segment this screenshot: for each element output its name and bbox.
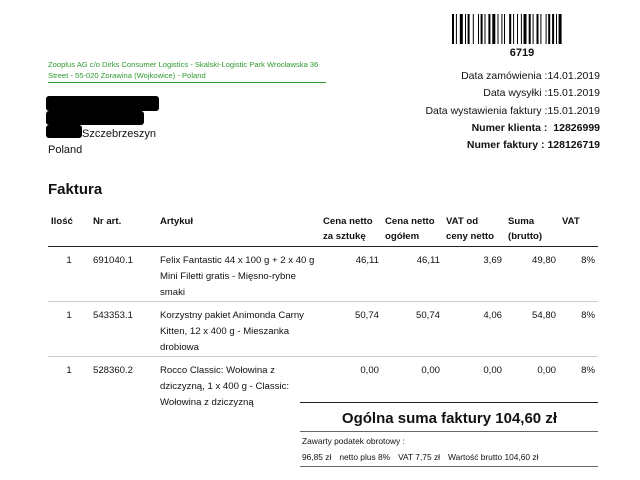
invoice-date-row <box>425 103 600 119</box>
cell-gross-sum: 0,00 <box>537 365 556 376</box>
tax-gross-amount: Wartość brutto 104,60 zł <box>448 452 539 462</box>
customer-number-row <box>472 120 600 136</box>
cell-total-net-price: 0,00 <box>421 365 440 376</box>
cell-gross-sum: 54,80 <box>531 310 556 321</box>
invoice-table <box>48 212 598 411</box>
header-article-number: Nr art. <box>93 216 122 227</box>
barcode <box>452 14 592 44</box>
invoice-total: Ogólna suma faktury 104,60 zł <box>341 410 557 427</box>
redacted-name <box>46 96 159 111</box>
tax-heading: Zawarty podatek obrotowy : <box>302 436 405 446</box>
ship-date-label: Data wysyłki : <box>483 87 548 99</box>
cell-article-number: 543353.1 <box>93 310 134 321</box>
invoice-number-label: Numer faktury : <box>466 139 545 151</box>
cell-vat-amount: 4,06 <box>483 310 502 321</box>
invoice-number-row <box>467 137 600 153</box>
customer-number: 12826999 <box>553 122 600 134</box>
order-date: 14.01.2019 <box>547 70 600 82</box>
ship-date: 15.01.2019 <box>547 87 600 99</box>
invoice-number: 128126719 <box>547 139 600 151</box>
cell-article: Rocco Classic: Wołowina z dziczyzną, 1 x 400 g - Classic: Wołowina z dziczyzną <box>160 365 290 408</box>
cell-total-net-price: 46,11 <box>416 255 440 266</box>
cell-vat-rate: 8% <box>581 310 595 321</box>
header-vat-amount: VAT od ceny netto <box>446 216 494 242</box>
tax-net-amount: 96,85 zł <box>302 452 332 462</box>
header-total-net-price: Cena netto ogółem <box>385 216 435 242</box>
cell-quantity: 1 <box>66 310 72 321</box>
order-date-label: Data zamówienia : <box>461 70 548 82</box>
recipient-city: Szczebrzeszyn <box>82 128 156 140</box>
cell-unit-net-price: 50,74 <box>354 310 379 321</box>
cell-vat-amount: 0,00 <box>483 365 502 376</box>
header-vat-rate: VAT <box>562 216 580 227</box>
total-divider <box>300 402 598 403</box>
cell-gross-sum: 49,80 <box>531 255 556 266</box>
tax-divider <box>300 431 598 432</box>
recipient-country: Poland <box>48 144 83 156</box>
sender-address: Zooplus AG c/o Dirks Consumer Logistics - Skalski-Logistic Park Wrocławska 36 Street - 55-020 Żorawina (Wojkowice) - Poland <box>48 60 319 80</box>
table-row <box>48 247 598 302</box>
customer-number-label: Numer klienta : <box>471 122 548 134</box>
tax-bottom-divider <box>300 466 598 467</box>
tax-summary <box>302 452 546 462</box>
cell-unit-net-price: 46,11 <box>355 255 379 266</box>
cell-vat-rate: 8% <box>581 365 595 376</box>
redacted-postcode <box>46 125 82 138</box>
cell-vat-amount: 3,69 <box>483 255 502 266</box>
cell-article: Korzystny pakiet Animonda Carny Kitten, 12 x 400 g - Mieszanka drobiowa <box>160 310 304 353</box>
table-row <box>48 302 598 357</box>
tax-vat-amount: VAT 7,75 zł <box>398 452 440 462</box>
cell-quantity: 1 <box>66 365 72 376</box>
invoice-date: 15.01.2019 <box>547 105 600 117</box>
cell-vat-rate: 8% <box>581 255 595 266</box>
ship-date-row <box>483 85 600 101</box>
tax-net-label: netto plus 8% <box>339 452 391 462</box>
barcode-number: 6719 <box>509 47 535 59</box>
cell-article-number: 691040.1 <box>93 255 134 266</box>
sender-divider <box>48 82 326 83</box>
invoice-date-label: Data wystawienia faktury : <box>425 105 548 117</box>
order-date-row <box>461 68 600 84</box>
cell-article-number: 528360.2 <box>93 365 134 376</box>
header-article: Artykuł <box>160 216 194 227</box>
cell-article: Felix Fantastic 44 x 100 g + 2 x 40 g Mini Filetti gratis - Mięsno-rybne smaki <box>160 255 315 298</box>
document-title: Faktura <box>48 181 103 198</box>
header-unit-net-price: Cena netto za sztukę <box>323 216 373 242</box>
cell-quantity: 1 <box>66 255 72 266</box>
table-header-row <box>48 212 598 247</box>
redacted-street <box>46 111 144 125</box>
cell-unit-net-price: 0,00 <box>360 365 379 376</box>
cell-total-net-price: 50,74 <box>415 310 440 321</box>
header-gross-sum: Suma (brutto) <box>508 216 543 242</box>
header-quantity: Ilość <box>51 216 73 227</box>
